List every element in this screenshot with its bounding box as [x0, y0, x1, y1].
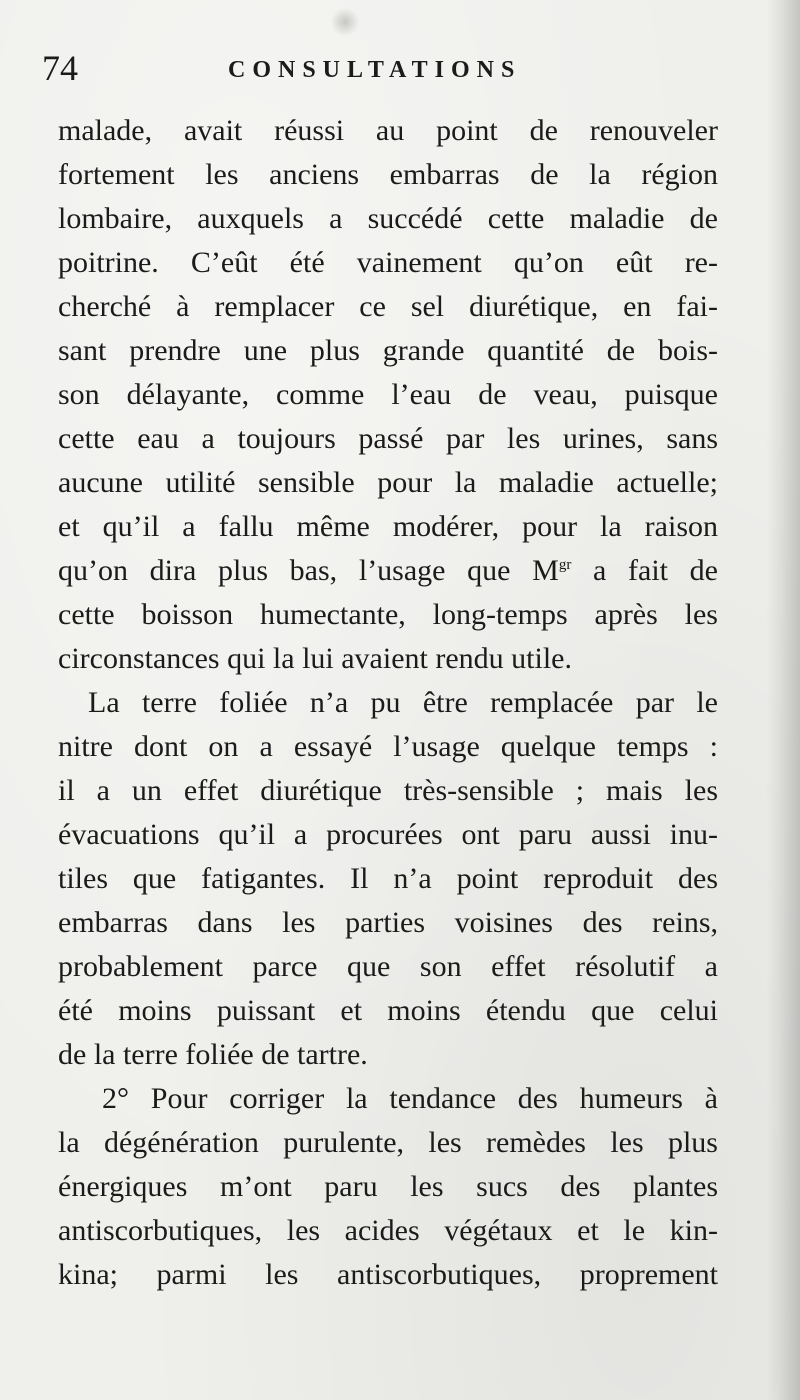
text-line: kina; parmi les antiscorbutiques, proprement	[58, 1258, 718, 1291]
running-head: CONSULTATIONS	[228, 57, 522, 83]
text-fragment: qu’on dira plus bas, l’usage que M	[58, 554, 559, 587]
text-line: sant prendre une plus grande quantité de bois-	[58, 334, 718, 367]
text-line: de la terre foliée de tartre.	[58, 1038, 368, 1071]
text-line: lombaire, auxquels a succédé cette maladie de	[58, 202, 718, 235]
text-line: fortement les anciens embarras de la région	[58, 158, 718, 191]
text-line: son délayante, comme l’eau de veau, puisque	[58, 378, 718, 411]
text-line: été moins puissant et moins étendu que celui	[58, 994, 718, 1027]
text-line: probablement parce que son effet résolutif a	[58, 950, 718, 983]
text-line-with-superscript	[58, 556, 718, 586]
page-number: 74	[42, 48, 78, 88]
text-line: énergiques m’ont paru les sucs des plantes	[58, 1170, 718, 1203]
text-line: circonstances qui la lui avaient rendu utile.	[58, 642, 572, 675]
text-fragment: a fait de	[571, 554, 718, 587]
text-line: cette eau a toujours passé par les urines, sans	[58, 422, 718, 455]
text-line: poitrine. C’eût été vainement qu’on eût re-	[58, 246, 718, 279]
text-line: cherché à remplacer ce sel diurétique, en fai-	[58, 290, 718, 323]
text-line: La terre foliée n’a pu être remplacée par le	[88, 686, 718, 719]
text-line: et qu’il a fallu même modérer, pour la raison	[58, 510, 718, 543]
text-line: aucune utilité sensible pour la maladie actuelle;	[58, 466, 718, 499]
page-header	[40, 46, 760, 96]
text-line: cette boisson humectante, long-temps après les	[58, 598, 718, 631]
text-line: antiscorbutiques, les acides végétaux et le kin-	[58, 1214, 718, 1247]
text-line: embarras dans les parties voisines des reins,	[58, 906, 718, 939]
text-line: il a un effet diurétique très-sensible ; mais les	[58, 774, 718, 807]
text-line: évacuations qu’il a procurées ont paru aussi inu-	[58, 818, 718, 851]
page-gutter-shadow	[766, 0, 800, 1400]
text-line: malade, avait réussi au point de renouveler	[58, 114, 718, 147]
text-line: la dégénération purulente, les remèdes les plus	[58, 1126, 718, 1159]
text-line: nitre dont on a essayé l’usage quelque temps :	[58, 730, 718, 763]
ink-smudge	[330, 8, 360, 36]
text-line: 2° Pour corriger la tendance des humeurs à	[102, 1082, 718, 1115]
superscript-gr: gr	[558, 557, 572, 573]
text-line: tiles que fatigantes. Il n’a point reproduit des	[58, 862, 718, 895]
